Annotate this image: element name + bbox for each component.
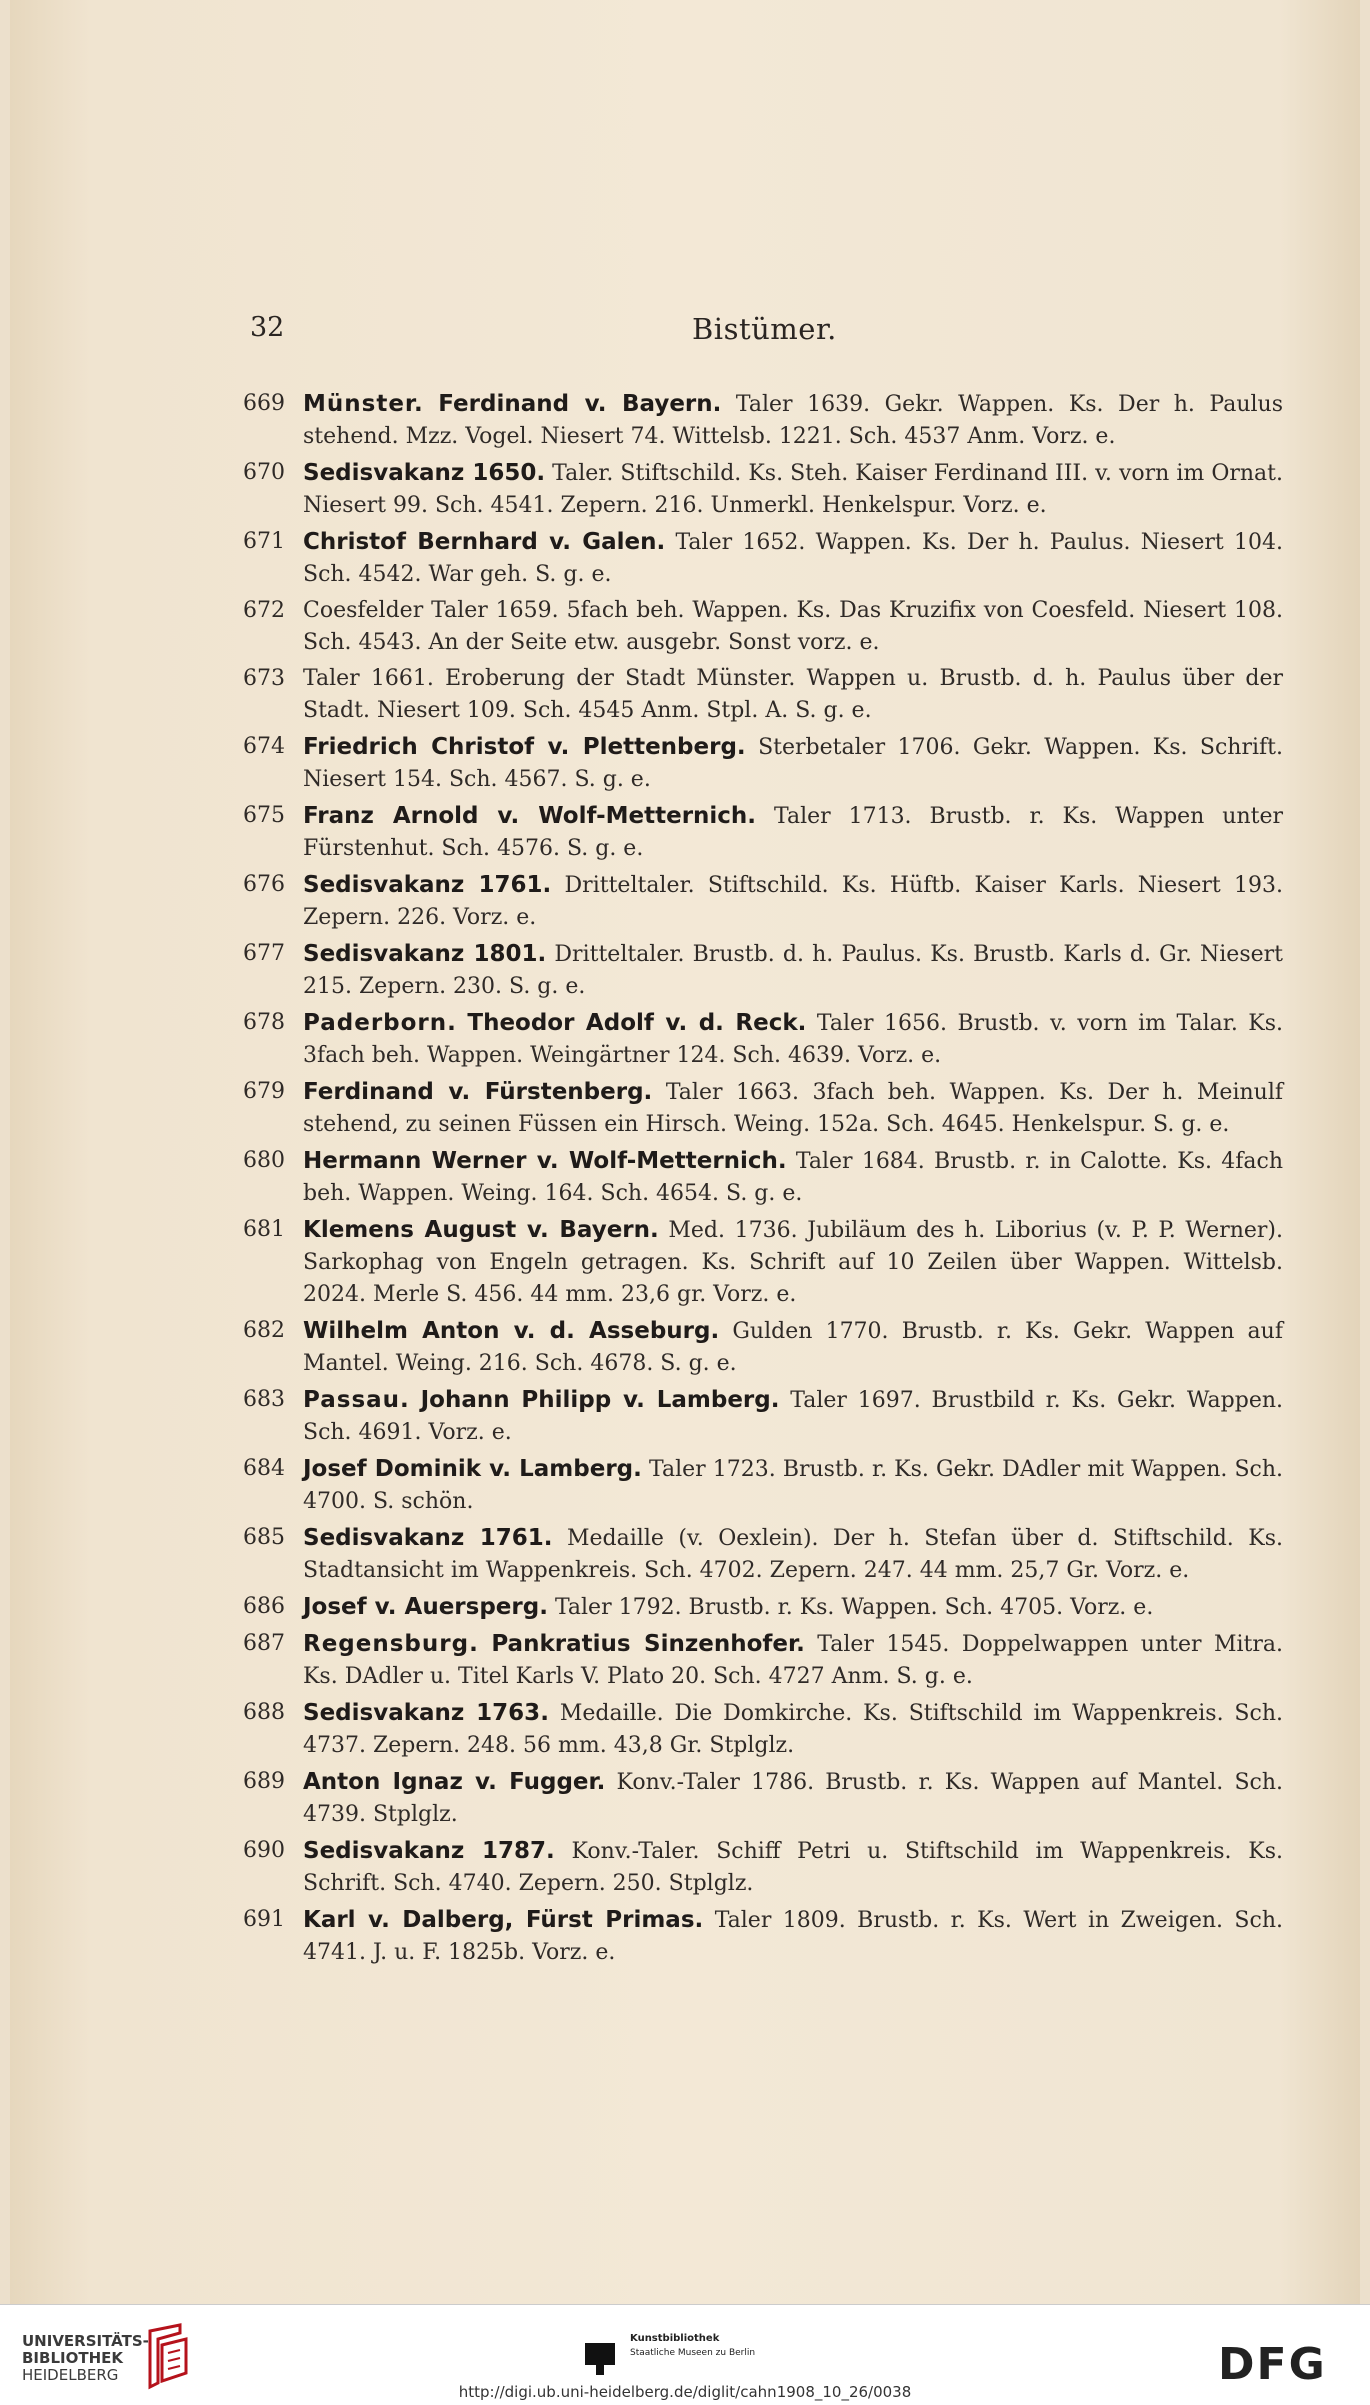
- entry-number: 669: [243, 391, 285, 416]
- kunstbibliothek-logo-icon: [585, 2337, 615, 2375]
- entry-number: 671: [243, 529, 285, 554]
- catalog-entry: [243, 1214, 1283, 1311]
- entry-description: Med. 1736. Jubiläum des h. Liborius (v. P. P. Werner). Sarkophag von Engeln getragen. Ks. Schrift auf 10 Zeilen über Wappen. Wittelsb. 2024. Merle S. 456. 44 mm. 23,6 gr. Vorz. e.: [303, 1218, 1284, 1307]
- entry-ruler: Franz Arnold v. Wolf-Metternich.: [303, 803, 757, 829]
- entry-number: 681: [243, 1217, 285, 1242]
- entry-description: Taler 1792. Brustb. r. Ks. Wappen. Sch. 4705. Vorz. e.: [554, 1595, 1154, 1620]
- entry-ruler: Friedrich Christof v. Plettenberg.: [303, 734, 746, 760]
- entry-text: [303, 1315, 1283, 1380]
- catalog-entry: [243, 1076, 1283, 1141]
- entry-number: 674: [243, 734, 285, 759]
- kb-name: Kunstbibliothek: [630, 2333, 720, 2344]
- entry-number: 686: [243, 1594, 285, 1619]
- entry-text: [303, 388, 1283, 453]
- entry-text: [303, 663, 1283, 727]
- entry-ruler: Ferdinand v. Bayern.: [438, 391, 722, 417]
- entry-number: 678: [243, 1010, 285, 1035]
- entry-description: Taler 1661. Eroberung der Stadt Münster. Wappen u. Brustb. d. h. Paulus über der Stadt. Niesert 109. Sch. 4545 Anm. Stpl. A. S. g. e.: [303, 666, 1283, 723]
- entry-description: Gulden 1770. Brustb. r. Ks. Gekr. Wappen auf Mantel. Weing. 216. Sch. 4678. S. g. e.: [303, 1319, 1283, 1376]
- catalog-entry: [243, 388, 1283, 453]
- catalog-entry: [243, 869, 1283, 934]
- catalog-entry: [243, 1007, 1283, 1072]
- entry-number: 673: [243, 666, 285, 691]
- ub-line-2: BIBLIOTHEK: [22, 2349, 123, 2367]
- entry-ruler: Johann Philipp v. Lamberg.: [420, 1387, 780, 1413]
- entry-place: Paderborn.: [303, 1010, 457, 1036]
- entry-text: [303, 1522, 1283, 1587]
- catalog-entry: [243, 663, 1283, 727]
- entry-text: [303, 1766, 1283, 1831]
- entry-ruler: Pankratius Sinzenhofer.: [491, 1631, 805, 1657]
- entry-text: [303, 1214, 1283, 1311]
- entry-description: Medaille (v. Oexlein). Der h. Stefan über d. Stiftschild. Ks. Stadtansicht im Wappenkreis. Sch. 4702. Zepern. 247. 44 mm. 25,7 Gr. Vorz. e.: [303, 1526, 1283, 1583]
- entry-description: Dritteltaler. Brustb. d. h. Paulus. Ks. Brustb. Karls d. Gr. Niesert 215. Zepern. 230. S. g. e.: [303, 942, 1283, 999]
- catalog-entry: [243, 1835, 1283, 1900]
- catalog-entry: [243, 731, 1283, 796]
- entry-ruler: Sedisvakanz 1761.: [303, 1525, 553, 1551]
- entry-text: [303, 1904, 1283, 1969]
- entry-description: Taler 1809. Brustb. r. Ks. Wert in Zweigen. Sch. 4741. J. u. F. 1825b. Vorz. e.: [303, 1908, 1283, 1965]
- entry-text: [303, 938, 1283, 1003]
- entry-description: Medaille. Die Domkirche. Ks. Stiftschild im Wappenkreis. Sch. 4737. Zepern. 248. 56 mm. 43,8 Gr. Stplglz.: [303, 1701, 1283, 1758]
- dfg-logo[interactable]: DFG: [1218, 2339, 1327, 2390]
- entry-ruler: Ferdinand v. Fürstenberg.: [303, 1079, 653, 1105]
- entry-number: 676: [243, 872, 285, 897]
- entry-place: Münster.: [303, 391, 424, 417]
- catalog-entry: [243, 526, 1283, 591]
- permalink-url[interactable]: http://digi.ub.uni-heidelberg.de/diglit/cahn1908_10_26/0038: [458, 2383, 912, 2401]
- catalog-entry: [243, 938, 1283, 1003]
- entry-description: Konv.-Taler 1786. Brustb. r. Ks. Wappen auf Mantel. Sch. 4739. Stplglz.: [303, 1770, 1284, 1827]
- entry-description: Taler 1656. Brustb. v. vorn im Talar. Ks. 3fach beh. Wappen. Weingärtner 124. Sch. 4639. Vorz. e.: [303, 1011, 1284, 1068]
- entry-number: 691: [243, 1907, 285, 1932]
- entry-text: [303, 1591, 1283, 1624]
- ub-line-3: HEIDELBERG: [22, 2366, 119, 2384]
- page-number: 32: [250, 312, 285, 343]
- entry-ruler: Anton Ignaz v. Fugger.: [303, 1769, 606, 1795]
- entry-description: Sterbetaler 1706. Gekr. Wappen. Ks. Schrift. Niesert 154. Sch. 4567. S. g. e.: [303, 735, 1283, 792]
- entry-ruler: Josef v. Auersperg.: [303, 1594, 548, 1620]
- entry-number: 685: [243, 1525, 285, 1550]
- entry-text: [303, 1007, 1283, 1072]
- entry-number: 682: [243, 1318, 285, 1343]
- entry-description: Taler 1713. Brustb. r. Ks. Wappen unter Fürstenhut. Sch. 4576. S. g. e.: [303, 804, 1283, 861]
- entry-text: [303, 595, 1283, 659]
- entry-description: Taler. Stiftschild. Ks. Steh. Kaiser Ferdinand III. v. vorn im Ornat. Niesert 99. Sch. 4541. Zepern. 216. Unmerkl. Henkelspur. Vorz. e.: [303, 461, 1283, 518]
- catalog-entry: [243, 1766, 1283, 1831]
- entry-ruler: Klemens August v. Bayern.: [303, 1217, 659, 1243]
- entry-ruler: Christof Bernhard v. Galen.: [303, 529, 666, 555]
- entry-text: [303, 1145, 1283, 1210]
- entry-number: 683: [243, 1387, 285, 1412]
- catalog-entry: [243, 1697, 1283, 1762]
- entry-text: [303, 800, 1283, 865]
- ub-line-1: UNIVERSITÄTS-: [22, 2332, 149, 2350]
- entry-text: [303, 1384, 1283, 1449]
- entry-text: [303, 1453, 1283, 1518]
- running-title: Bistümer.: [692, 312, 837, 346]
- catalog-entry: [243, 457, 1283, 522]
- entry-description: Dritteltaler. Stiftschild. Ks. Hüftb. Kaiser Karls. Niesert 193. Zepern. 226. Vorz. e.: [303, 873, 1283, 930]
- entry-number: 680: [243, 1148, 285, 1173]
- entry-description: Taler 1639. Gekr. Wappen. Ks. Der h. Paulus stehend. Mzz. Vogel. Niesert 74. Wittelsb. 1221. Sch. 4537 Anm. Vorz. e.: [303, 392, 1284, 449]
- entry-number: 672: [243, 598, 285, 623]
- entry-text: [303, 1697, 1283, 1762]
- catalog-entry: [243, 1522, 1283, 1587]
- entry-place: Regensburg.: [303, 1631, 479, 1657]
- entry-description: Taler 1545. Doppelwappen unter Mitra. Ks. DAdler u. Titel Karls V. Plato 20. Sch. 4727 Anm. S. g. e.: [303, 1632, 1283, 1689]
- entry-number: 690: [243, 1838, 285, 1863]
- entry-text: [303, 526, 1283, 591]
- catalog-entry: [243, 1145, 1283, 1210]
- ub-heidelberg-logo-text[interactable]: [22, 2333, 149, 2384]
- entry-number: 679: [243, 1079, 285, 1104]
- entry-list: [243, 388, 1283, 1973]
- entry-description: Coesfelder Taler 1659. 5fach beh. Wappen. Ks. Das Kruzifix von Coesfeld. Niesert 108. Sch. 4543. An der Seite etw. ausgebr. Sonst vorz. e.: [303, 598, 1283, 655]
- entry-text: [303, 1835, 1283, 1900]
- entry-ruler: Sedisvakanz 1801.: [303, 941, 547, 967]
- entry-description: Taler 1652. Wappen. Ks. Der h. Paulus. Niesert 104. Sch. 4542. War geh. S. g. e.: [303, 530, 1283, 587]
- entry-description: Konv.-Taler. Schiff Petri u. Stiftschild im Wappenkreis. Ks. Schrift. Sch. 4740. Zepern. 250. Stplglz.: [303, 1839, 1283, 1896]
- entry-number: 677: [243, 941, 285, 966]
- catalog-entry: [243, 1904, 1283, 1969]
- entry-number: 675: [243, 803, 285, 828]
- catalog-entry: [243, 1453, 1283, 1518]
- entry-description: Taler 1663. 3fach beh. Wappen. Ks. Der h. Meinulf stehend, zu seinen Füssen ein Hirsch. Weing. 152a. Sch. 4645. Henkelspur. S. g. e.: [303, 1080, 1283, 1137]
- entry-text: [303, 457, 1283, 522]
- entry-ruler: Theodor Adolf v. d. Reck.: [467, 1010, 807, 1036]
- catalog-entry: [243, 1384, 1283, 1449]
- entry-description: Taler 1697. Brustbild r. Ks. Gekr. Wappen. Sch. 4691. Vorz. e.: [303, 1388, 1283, 1445]
- page-header: [0, 312, 1370, 352]
- entry-number: 670: [243, 460, 285, 485]
- entry-ruler: Sedisvakanz 1787.: [303, 1838, 555, 1864]
- catalog-entry: [243, 595, 1283, 659]
- entry-place: Passau.: [303, 1387, 410, 1413]
- entry-number: 684: [243, 1456, 285, 1481]
- entry-number: 688: [243, 1700, 285, 1725]
- entry-ruler: Josef Dominik v. Lamberg.: [303, 1456, 642, 1482]
- entry-ruler: Sedisvakanz 1650.: [303, 460, 546, 486]
- entry-text: [303, 869, 1283, 934]
- entry-text: [303, 1076, 1283, 1141]
- entry-ruler: Sedisvakanz 1763.: [303, 1700, 549, 1726]
- entry-ruler: Karl v. Dalberg, Fürst Primas.: [303, 1907, 704, 1933]
- footer-bar: [0, 2304, 1370, 2405]
- entry-ruler: Hermann Werner v. Wolf-Metternich.: [303, 1148, 787, 1174]
- entry-description: Taler 1684. Brustb. r. in Calotte. Ks. 4fach beh. Wappen. Weing. 164. Sch. 4654. S. g. e.: [303, 1149, 1283, 1206]
- catalog-entry: [243, 1628, 1283, 1693]
- kunstbibliothek-label: [630, 2333, 755, 2358]
- kb-subtitle: Staatliche Museen zu Berlin: [630, 2348, 756, 2358]
- catalog-entry: [243, 1315, 1283, 1380]
- entry-number: 689: [243, 1769, 285, 1794]
- entry-ruler: Wilhelm Anton v. d. Asseburg.: [303, 1318, 720, 1344]
- entry-text: [303, 1628, 1283, 1693]
- entry-description: Taler 1723. Brustb. r. Ks. Gekr. DAdler mit Wappen. Sch. 4700. S. schön.: [303, 1457, 1284, 1514]
- entry-number: 687: [243, 1631, 285, 1656]
- catalog-entry: [243, 1591, 1283, 1624]
- catalog-entry: [243, 800, 1283, 865]
- entry-text: [303, 731, 1283, 796]
- entry-ruler: Sedisvakanz 1761.: [303, 872, 552, 898]
